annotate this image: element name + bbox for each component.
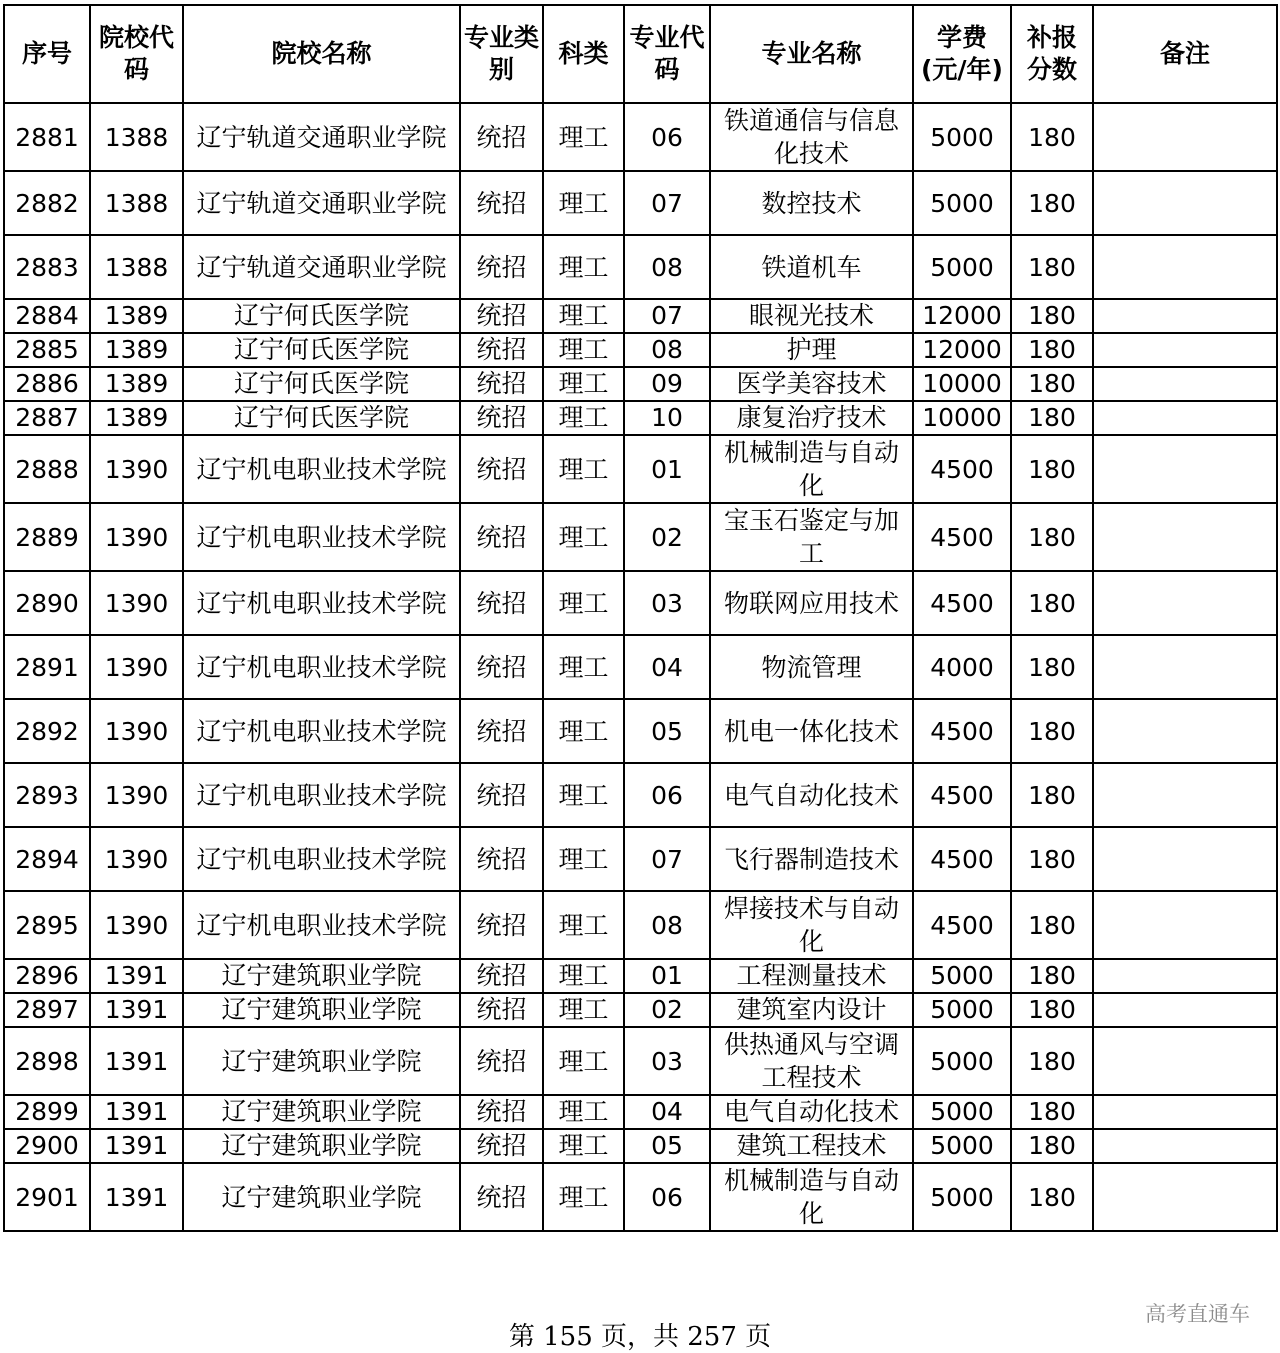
subject-cell: 理工 bbox=[543, 1163, 624, 1231]
score-cell: 180 bbox=[1011, 235, 1093, 299]
score-cell: 180 bbox=[1011, 763, 1093, 827]
major-name-cell: 电气自动化技术 bbox=[710, 763, 913, 827]
school-name-cell: 辽宁轨道交通职业学院 bbox=[183, 235, 460, 299]
school-code-cell: 1390 bbox=[90, 827, 183, 891]
tuition-cell: 5000 bbox=[913, 993, 1011, 1027]
remarks-cell bbox=[1093, 827, 1277, 891]
table-row bbox=[4, 827, 1277, 891]
school-code-cell: 1389 bbox=[90, 333, 183, 367]
table-row bbox=[4, 367, 1277, 401]
major-category-cell: 统招 bbox=[460, 993, 543, 1027]
major-category-cell: 统招 bbox=[460, 171, 543, 235]
tuition-cell: 4500 bbox=[913, 891, 1011, 959]
subject-cell: 理工 bbox=[543, 333, 624, 367]
header-subject: 科类 bbox=[543, 5, 624, 103]
score-cell: 180 bbox=[1011, 299, 1093, 333]
major-category-cell: 统招 bbox=[460, 959, 543, 993]
major-code-cell: 02 bbox=[624, 993, 710, 1027]
seq-cell: 2899 bbox=[4, 1095, 90, 1129]
major-code-cell: 04 bbox=[624, 635, 710, 699]
major-name-cell: 机械制造与自动化 bbox=[710, 1163, 913, 1231]
major-code-cell: 09 bbox=[624, 367, 710, 401]
major-name-cell: 医学美容技术 bbox=[710, 367, 913, 401]
seq-cell: 2881 bbox=[4, 103, 90, 171]
subject-cell: 理工 bbox=[543, 503, 624, 571]
school-name-cell: 辽宁机电职业技术学院 bbox=[183, 763, 460, 827]
major-code-cell: 03 bbox=[624, 1027, 710, 1095]
seq-cell: 2887 bbox=[4, 401, 90, 435]
table-row bbox=[4, 699, 1277, 763]
school-code-cell: 1391 bbox=[90, 1027, 183, 1095]
seq-cell: 2883 bbox=[4, 235, 90, 299]
remarks-cell bbox=[1093, 699, 1277, 763]
school-name-cell: 辽宁机电职业技术学院 bbox=[183, 571, 460, 635]
major-name-cell: 焊接技术与自动化 bbox=[710, 891, 913, 959]
remarks-cell bbox=[1093, 959, 1277, 993]
seq-cell: 2901 bbox=[4, 1163, 90, 1231]
table-row bbox=[4, 103, 1277, 171]
score-cell: 180 bbox=[1011, 699, 1093, 763]
page-number: 第 155 页，共 257 页 bbox=[508, 1322, 772, 1352]
tuition-cell: 5000 bbox=[913, 959, 1011, 993]
subject-cell: 理工 bbox=[543, 401, 624, 435]
score-cell: 180 bbox=[1011, 891, 1093, 959]
major-code-cell: 07 bbox=[624, 171, 710, 235]
seq-cell: 2895 bbox=[4, 891, 90, 959]
major-code-cell: 05 bbox=[624, 699, 710, 763]
school-name-cell: 辽宁建筑职业学院 bbox=[183, 993, 460, 1027]
school-code-cell: 1389 bbox=[90, 299, 183, 333]
remarks-cell bbox=[1093, 401, 1277, 435]
tuition-cell: 5000 bbox=[913, 171, 1011, 235]
major-code-cell: 01 bbox=[624, 435, 710, 503]
header-seq: 序号 bbox=[4, 5, 90, 103]
seq-cell: 2890 bbox=[4, 571, 90, 635]
remarks-cell bbox=[1093, 503, 1277, 571]
major-category-cell: 统招 bbox=[460, 503, 543, 571]
table-row bbox=[4, 401, 1277, 435]
score-cell: 180 bbox=[1011, 1129, 1093, 1163]
school-name-cell: 辽宁建筑职业学院 bbox=[183, 959, 460, 993]
score-cell: 180 bbox=[1011, 1027, 1093, 1095]
score-cell: 180 bbox=[1011, 367, 1093, 401]
major-name-cell: 眼视光技术 bbox=[710, 299, 913, 333]
tuition-cell: 12000 bbox=[913, 333, 1011, 367]
header-school-code: 院校代码 bbox=[90, 5, 183, 103]
remarks-cell bbox=[1093, 103, 1277, 171]
score-cell: 180 bbox=[1011, 103, 1093, 171]
score-cell: 180 bbox=[1011, 571, 1093, 635]
table-row bbox=[4, 1027, 1277, 1095]
score-cell: 180 bbox=[1011, 333, 1093, 367]
major-name-cell: 宝玉石鉴定与加工 bbox=[710, 503, 913, 571]
seq-cell: 2884 bbox=[4, 299, 90, 333]
table-row bbox=[4, 333, 1277, 367]
major-code-cell: 02 bbox=[624, 503, 710, 571]
remarks-cell bbox=[1093, 993, 1277, 1027]
tuition-cell: 12000 bbox=[913, 299, 1011, 333]
major-category-cell: 统招 bbox=[460, 699, 543, 763]
subject-cell: 理工 bbox=[543, 235, 624, 299]
tuition-cell: 4500 bbox=[913, 503, 1011, 571]
table-row bbox=[4, 763, 1277, 827]
school-name-cell: 辽宁何氏医学院 bbox=[183, 299, 460, 333]
subject-cell: 理工 bbox=[543, 699, 624, 763]
subject-cell: 理工 bbox=[543, 891, 624, 959]
major-name-cell: 建筑室内设计 bbox=[710, 993, 913, 1027]
remarks-cell bbox=[1093, 635, 1277, 699]
remarks-cell bbox=[1093, 235, 1277, 299]
major-category-cell: 统招 bbox=[460, 571, 543, 635]
remarks-cell bbox=[1093, 1163, 1277, 1231]
major-category-cell: 统招 bbox=[460, 299, 543, 333]
school-code-cell: 1390 bbox=[90, 571, 183, 635]
school-code-cell: 1390 bbox=[90, 763, 183, 827]
remarks-cell bbox=[1093, 1129, 1277, 1163]
score-cell: 180 bbox=[1011, 635, 1093, 699]
score-cell: 180 bbox=[1011, 1163, 1093, 1231]
school-name-cell: 辽宁建筑职业学院 bbox=[183, 1129, 460, 1163]
admission-table bbox=[3, 4, 1278, 1232]
school-code-cell: 1391 bbox=[90, 1129, 183, 1163]
tuition-cell: 4500 bbox=[913, 571, 1011, 635]
seq-cell: 2882 bbox=[4, 171, 90, 235]
major-category-cell: 统招 bbox=[460, 763, 543, 827]
table-row bbox=[4, 435, 1277, 503]
score-cell: 180 bbox=[1011, 993, 1093, 1027]
major-category-cell: 统招 bbox=[460, 827, 543, 891]
major-name-cell: 铁道机车 bbox=[710, 235, 913, 299]
table-row bbox=[4, 503, 1277, 571]
major-name-cell: 铁道通信与信息化技术 bbox=[710, 103, 913, 171]
subject-cell: 理工 bbox=[543, 103, 624, 171]
score-cell: 180 bbox=[1011, 503, 1093, 571]
remarks-cell bbox=[1093, 171, 1277, 235]
major-category-cell: 统招 bbox=[460, 103, 543, 171]
remarks-cell bbox=[1093, 763, 1277, 827]
seq-cell: 2896 bbox=[4, 959, 90, 993]
major-code-cell: 08 bbox=[624, 891, 710, 959]
major-name-cell: 建筑工程技术 bbox=[710, 1129, 913, 1163]
school-code-cell: 1390 bbox=[90, 891, 183, 959]
header-major-code: 专业代码 bbox=[624, 5, 710, 103]
tuition-cell: 4500 bbox=[913, 763, 1011, 827]
table-row bbox=[4, 959, 1277, 993]
seq-cell: 2891 bbox=[4, 635, 90, 699]
subject-cell: 理工 bbox=[543, 299, 624, 333]
subject-cell: 理工 bbox=[543, 571, 624, 635]
table-header bbox=[4, 5, 1277, 103]
major-name-cell: 飞行器制造技术 bbox=[710, 827, 913, 891]
tuition-cell: 4000 bbox=[913, 635, 1011, 699]
major-code-cell: 01 bbox=[624, 959, 710, 993]
tuition-cell: 5000 bbox=[913, 1095, 1011, 1129]
major-name-cell: 数控技术 bbox=[710, 171, 913, 235]
school-code-cell: 1391 bbox=[90, 993, 183, 1027]
seq-cell: 2893 bbox=[4, 763, 90, 827]
table-row bbox=[4, 171, 1277, 235]
major-category-cell: 统招 bbox=[460, 891, 543, 959]
school-name-cell: 辽宁机电职业技术学院 bbox=[183, 503, 460, 571]
subject-cell: 理工 bbox=[543, 1129, 624, 1163]
major-code-cell: 07 bbox=[624, 299, 710, 333]
tuition-cell: 5000 bbox=[913, 103, 1011, 171]
school-code-cell: 1389 bbox=[90, 401, 183, 435]
major-code-cell: 08 bbox=[624, 235, 710, 299]
table-row bbox=[4, 299, 1277, 333]
remarks-cell bbox=[1093, 333, 1277, 367]
subject-cell: 理工 bbox=[543, 1027, 624, 1095]
table-row bbox=[4, 1095, 1277, 1129]
subject-cell: 理工 bbox=[543, 635, 624, 699]
header-tuition: 学费(元/年) bbox=[913, 5, 1011, 103]
header-major-name: 专业名称 bbox=[710, 5, 913, 103]
table-body bbox=[4, 103, 1277, 1231]
school-code-cell: 1391 bbox=[90, 959, 183, 993]
table-row bbox=[4, 993, 1277, 1027]
seq-cell: 2885 bbox=[4, 333, 90, 367]
remarks-cell bbox=[1093, 1095, 1277, 1129]
subject-cell: 理工 bbox=[543, 1095, 624, 1129]
major-category-cell: 统招 bbox=[460, 367, 543, 401]
table-row bbox=[4, 891, 1277, 959]
school-name-cell: 辽宁建筑职业学院 bbox=[183, 1027, 460, 1095]
watermark-text: 高考直通车 bbox=[1145, 1302, 1250, 1326]
school-name-cell: 辽宁机电职业技术学院 bbox=[183, 891, 460, 959]
school-code-cell: 1388 bbox=[90, 171, 183, 235]
major-code-cell: 07 bbox=[624, 827, 710, 891]
seq-cell: 2894 bbox=[4, 827, 90, 891]
school-name-cell: 辽宁何氏医学院 bbox=[183, 367, 460, 401]
major-code-cell: 04 bbox=[624, 1095, 710, 1129]
school-name-cell: 辽宁建筑职业学院 bbox=[183, 1163, 460, 1231]
school-code-cell: 1388 bbox=[90, 103, 183, 171]
seq-cell: 2888 bbox=[4, 435, 90, 503]
school-code-cell: 1390 bbox=[90, 699, 183, 763]
seq-cell: 2889 bbox=[4, 503, 90, 571]
header-major-category: 专业类别 bbox=[460, 5, 543, 103]
school-code-cell: 1390 bbox=[90, 435, 183, 503]
school-name-cell: 辽宁何氏医学院 bbox=[183, 401, 460, 435]
remarks-cell bbox=[1093, 571, 1277, 635]
subject-cell: 理工 bbox=[543, 367, 624, 401]
header-school-name: 院校名称 bbox=[183, 5, 460, 103]
tuition-cell: 10000 bbox=[913, 367, 1011, 401]
tuition-cell: 5000 bbox=[913, 235, 1011, 299]
seq-cell: 2897 bbox=[4, 993, 90, 1027]
major-code-cell: 06 bbox=[624, 763, 710, 827]
major-code-cell: 06 bbox=[624, 103, 710, 171]
score-cell: 180 bbox=[1011, 171, 1093, 235]
major-name-cell: 机电一体化技术 bbox=[710, 699, 913, 763]
major-name-cell: 护理 bbox=[710, 333, 913, 367]
seq-cell: 2900 bbox=[4, 1129, 90, 1163]
school-code-cell: 1389 bbox=[90, 367, 183, 401]
school-name-cell: 辽宁何氏医学院 bbox=[183, 333, 460, 367]
header-score: 补报分数 bbox=[1011, 5, 1093, 103]
major-code-cell: 06 bbox=[624, 1163, 710, 1231]
tuition-cell: 4500 bbox=[913, 827, 1011, 891]
major-category-cell: 统招 bbox=[460, 401, 543, 435]
seq-cell: 2892 bbox=[4, 699, 90, 763]
tuition-cell: 10000 bbox=[913, 401, 1011, 435]
tuition-cell: 4500 bbox=[913, 435, 1011, 503]
remarks-cell bbox=[1093, 299, 1277, 333]
major-name-cell: 物流管理 bbox=[710, 635, 913, 699]
table-row bbox=[4, 1129, 1277, 1163]
major-name-cell: 工程测量技术 bbox=[710, 959, 913, 993]
school-name-cell: 辽宁机电职业技术学院 bbox=[183, 435, 460, 503]
score-cell: 180 bbox=[1011, 435, 1093, 503]
remarks-cell bbox=[1093, 367, 1277, 401]
seq-cell: 2886 bbox=[4, 367, 90, 401]
school-name-cell: 辽宁机电职业技术学院 bbox=[183, 827, 460, 891]
school-code-cell: 1388 bbox=[90, 235, 183, 299]
major-name-cell: 物联网应用技术 bbox=[710, 571, 913, 635]
score-cell: 180 bbox=[1011, 959, 1093, 993]
table-row bbox=[4, 235, 1277, 299]
header-remarks: 备注 bbox=[1093, 5, 1277, 103]
major-name-cell: 电气自动化技术 bbox=[710, 1095, 913, 1129]
remarks-cell bbox=[1093, 891, 1277, 959]
school-code-cell: 1390 bbox=[90, 503, 183, 571]
tuition-cell: 4500 bbox=[913, 699, 1011, 763]
subject-cell: 理工 bbox=[543, 171, 624, 235]
subject-cell: 理工 bbox=[543, 959, 624, 993]
major-category-cell: 统招 bbox=[460, 1129, 543, 1163]
score-cell: 180 bbox=[1011, 401, 1093, 435]
table-row bbox=[4, 635, 1277, 699]
major-category-cell: 统招 bbox=[460, 1163, 543, 1231]
major-category-cell: 统招 bbox=[460, 1027, 543, 1095]
major-code-cell: 08 bbox=[624, 333, 710, 367]
major-code-cell: 05 bbox=[624, 1129, 710, 1163]
school-code-cell: 1390 bbox=[90, 635, 183, 699]
table-row bbox=[4, 1163, 1277, 1231]
major-category-cell: 统招 bbox=[460, 333, 543, 367]
major-code-cell: 03 bbox=[624, 571, 710, 635]
remarks-cell bbox=[1093, 435, 1277, 503]
major-category-cell: 统招 bbox=[460, 235, 543, 299]
major-code-cell: 10 bbox=[624, 401, 710, 435]
tuition-cell: 5000 bbox=[913, 1129, 1011, 1163]
major-name-cell: 供热通风与空调工程技术 bbox=[710, 1027, 913, 1095]
school-name-cell: 辽宁建筑职业学院 bbox=[183, 1095, 460, 1129]
school-name-cell: 辽宁轨道交通职业学院 bbox=[183, 171, 460, 235]
subject-cell: 理工 bbox=[543, 763, 624, 827]
school-name-cell: 辽宁机电职业技术学院 bbox=[183, 635, 460, 699]
score-cell: 180 bbox=[1011, 1095, 1093, 1129]
tuition-cell: 5000 bbox=[913, 1027, 1011, 1095]
seq-cell: 2898 bbox=[4, 1027, 90, 1095]
school-name-cell: 辽宁机电职业技术学院 bbox=[183, 699, 460, 763]
score-cell: 180 bbox=[1011, 827, 1093, 891]
subject-cell: 理工 bbox=[543, 827, 624, 891]
major-category-cell: 统招 bbox=[460, 635, 543, 699]
major-name-cell: 康复治疗技术 bbox=[710, 401, 913, 435]
subject-cell: 理工 bbox=[543, 435, 624, 503]
tuition-cell: 5000 bbox=[913, 1163, 1011, 1231]
school-code-cell: 1391 bbox=[90, 1095, 183, 1129]
major-category-cell: 统招 bbox=[460, 1095, 543, 1129]
major-name-cell: 机械制造与自动化 bbox=[710, 435, 913, 503]
table-row bbox=[4, 571, 1277, 635]
remarks-cell bbox=[1093, 1027, 1277, 1095]
major-category-cell: 统招 bbox=[460, 435, 543, 503]
school-name-cell: 辽宁轨道交通职业学院 bbox=[183, 103, 460, 171]
school-code-cell: 1391 bbox=[90, 1163, 183, 1231]
subject-cell: 理工 bbox=[543, 993, 624, 1027]
